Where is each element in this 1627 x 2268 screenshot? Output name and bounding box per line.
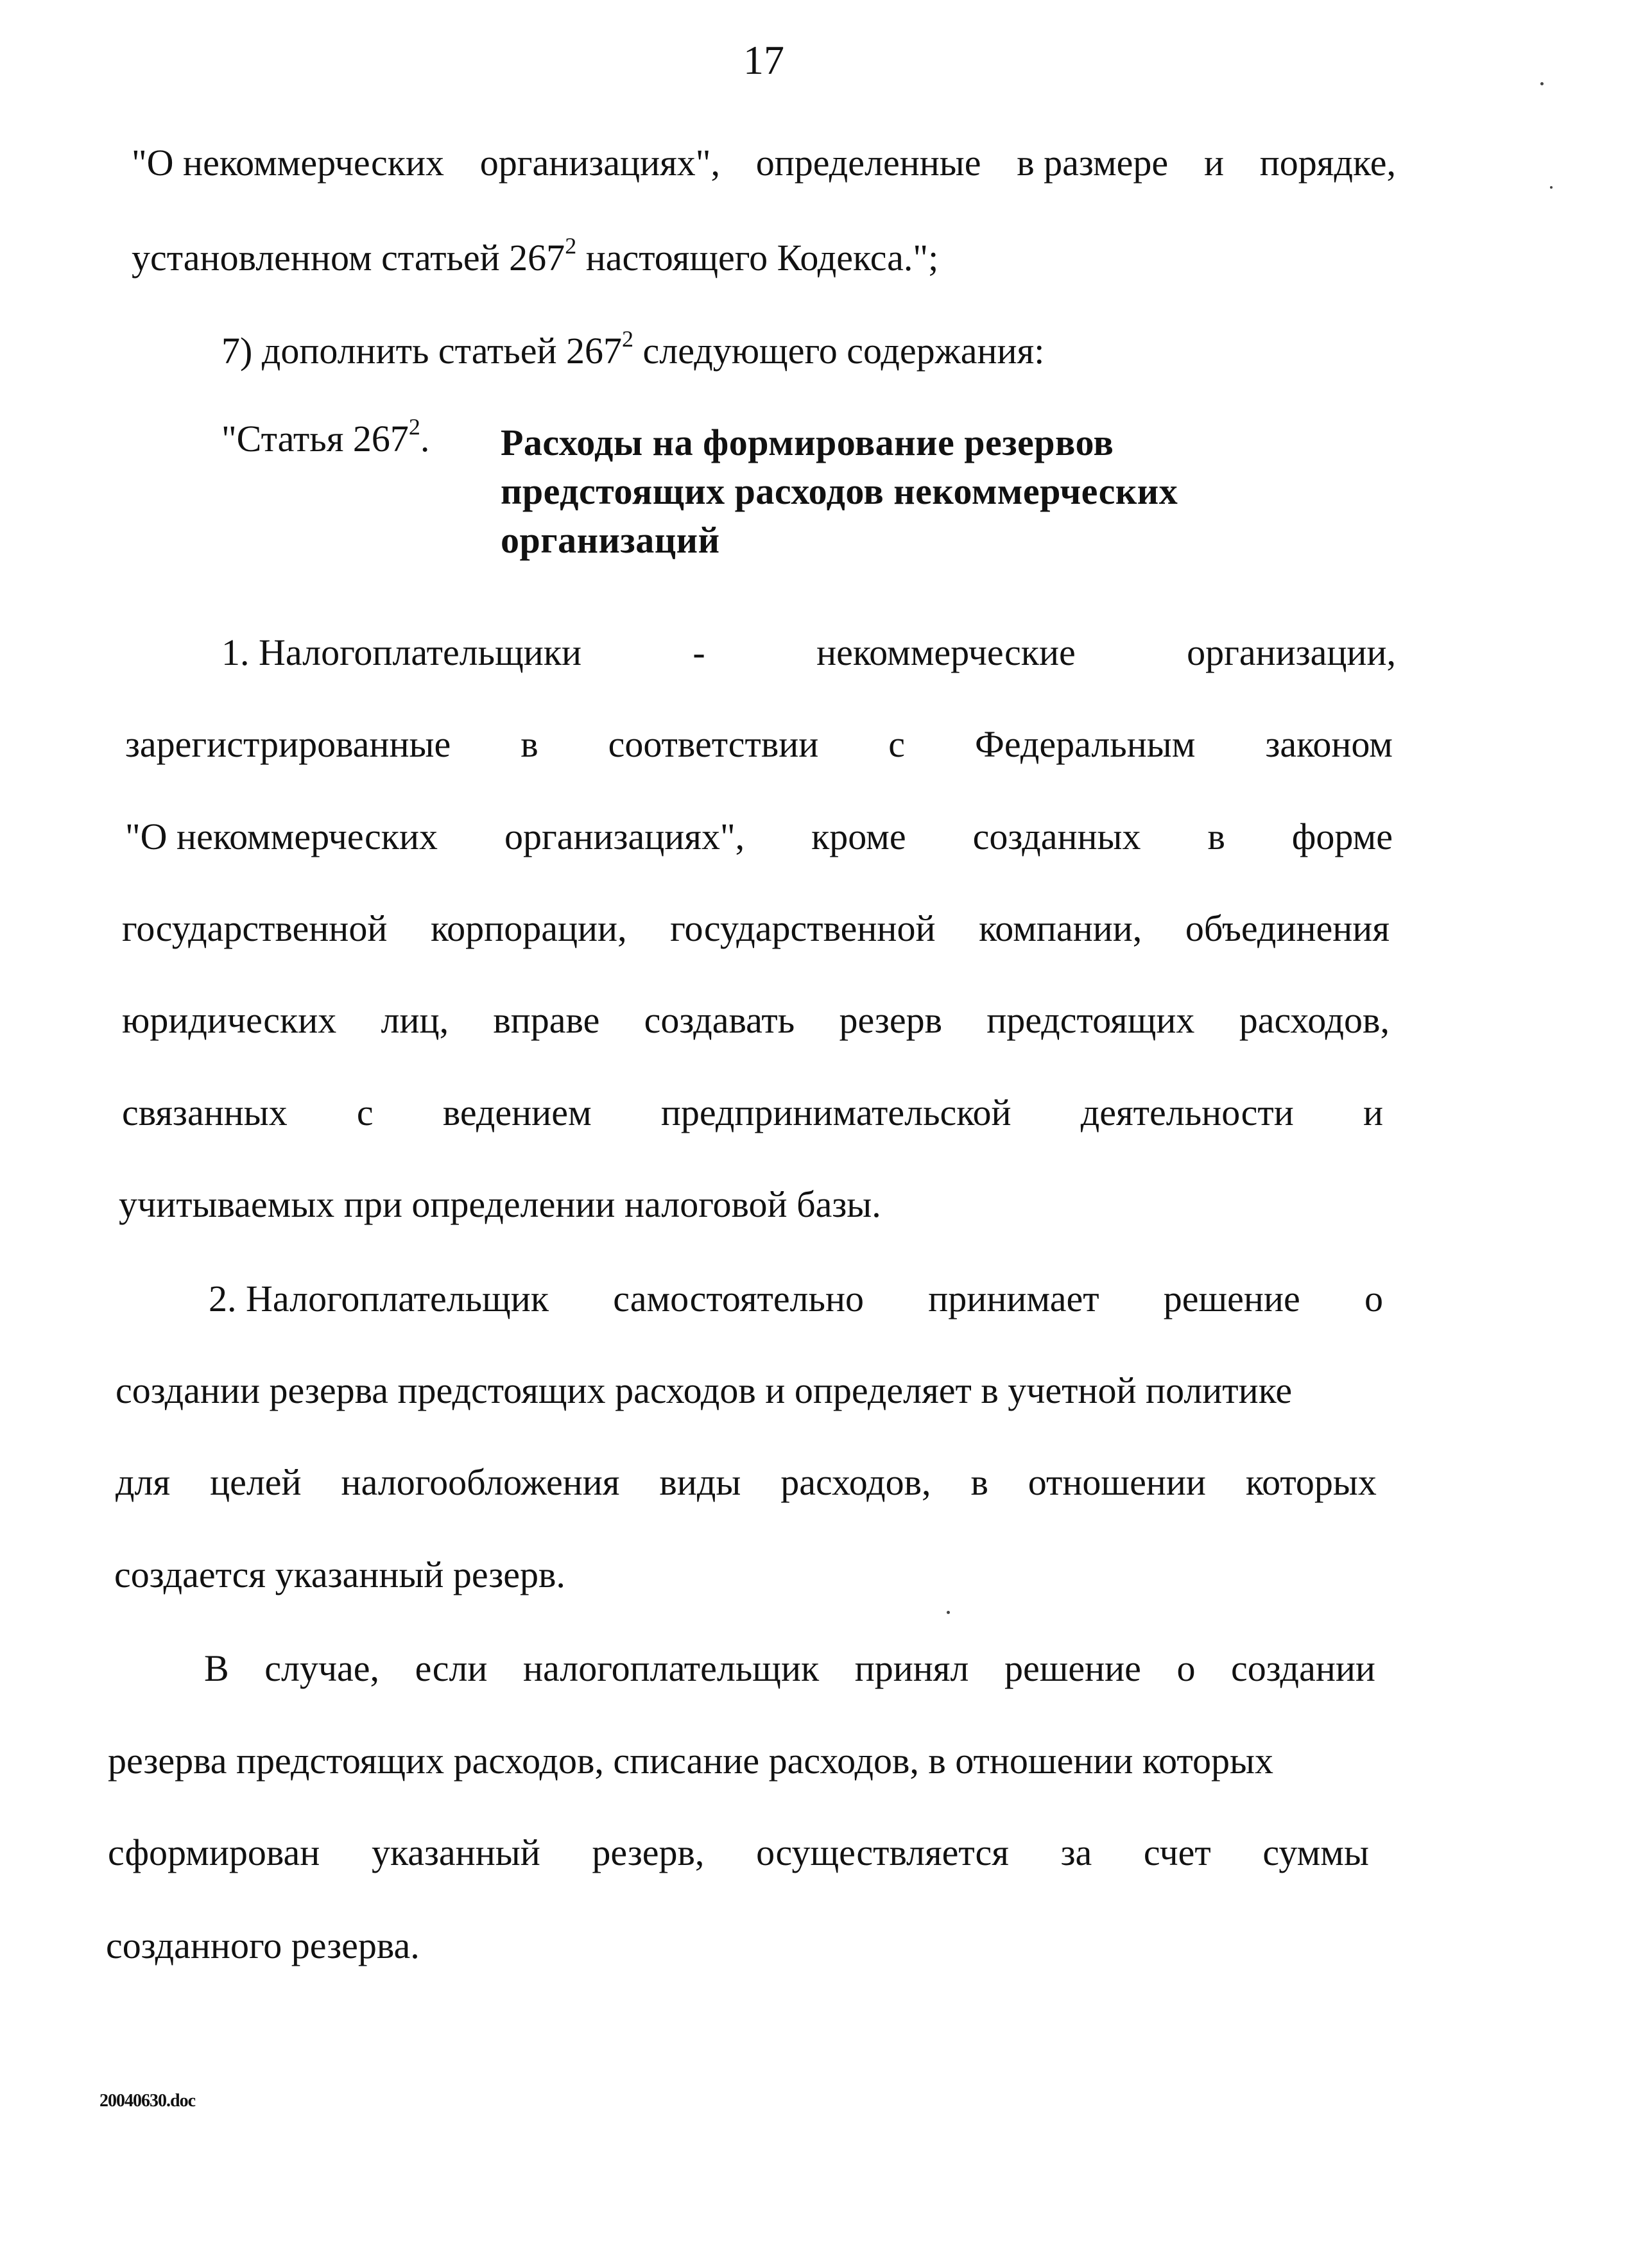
article-title-line: организаций bbox=[501, 519, 720, 561]
word: государственной bbox=[122, 907, 388, 949]
superscript: 2 bbox=[408, 414, 420, 440]
word: расходов, bbox=[1239, 999, 1390, 1041]
word: налогоплательщик bbox=[523, 1647, 820, 1689]
word: ведением bbox=[442, 1092, 592, 1133]
word: отношении bbox=[1028, 1461, 1206, 1503]
para2-line-4: создается указанный резерв. bbox=[114, 1554, 565, 1595]
word: законом bbox=[1265, 723, 1393, 765]
word: объединения bbox=[1185, 907, 1390, 949]
para3-line-2: резерва предстоящих расходов, списание расходов, в отношении которых bbox=[108, 1740, 1273, 1782]
para1-line-5 bbox=[122, 1000, 1390, 1041]
word: виды bbox=[659, 1461, 741, 1503]
para1-line-3 bbox=[125, 816, 1393, 857]
word: в bbox=[970, 1461, 988, 1503]
para2-line-3 bbox=[116, 1462, 1377, 1503]
word: и bbox=[1203, 142, 1224, 184]
intro-line-2 bbox=[132, 233, 939, 279]
word: счет bbox=[1143, 1832, 1211, 1873]
article-title bbox=[501, 418, 1178, 565]
para1-line-7: учитываемых при определении налоговой базы. bbox=[119, 1183, 881, 1225]
para2-line-1 bbox=[209, 1278, 1383, 1319]
word: порядке, bbox=[1259, 142, 1396, 184]
word: суммы bbox=[1262, 1832, 1369, 1873]
word: кроме bbox=[811, 816, 906, 857]
word: 2. Налогоплательщик bbox=[209, 1278, 549, 1319]
text: следующего содержания: bbox=[633, 330, 1045, 372]
word: сформирован bbox=[108, 1832, 320, 1873]
word: о bbox=[1364, 1278, 1383, 1319]
article-label bbox=[221, 414, 430, 460]
word: зарегистрированные bbox=[125, 723, 451, 765]
word: предпринимательской bbox=[660, 1092, 1011, 1133]
footer-filename: 20040630.doc bbox=[99, 2091, 195, 2111]
text: установленном статьей 267 bbox=[132, 237, 565, 279]
word: В bbox=[204, 1647, 229, 1689]
word: с bbox=[888, 723, 906, 765]
page-number: 17 bbox=[743, 37, 784, 83]
text: . bbox=[420, 418, 430, 460]
word: резерв bbox=[839, 999, 942, 1041]
word: "О некоммерческих bbox=[125, 816, 438, 857]
para3-line-4: созданного резерва. bbox=[106, 1925, 420, 1966]
word: которых bbox=[1245, 1461, 1377, 1503]
word: государственной bbox=[670, 907, 936, 949]
word: юридических bbox=[122, 999, 337, 1041]
word: о bbox=[1176, 1647, 1196, 1689]
word: самостоятельно bbox=[613, 1278, 865, 1319]
word: созданных bbox=[972, 816, 1141, 857]
word: для bbox=[116, 1461, 171, 1503]
word: с bbox=[356, 1092, 374, 1133]
scan-speck bbox=[1540, 82, 1544, 85]
word: 1. Налогоплательщики bbox=[221, 631, 582, 673]
intro-line-1 bbox=[132, 142, 1396, 184]
word: указанный bbox=[371, 1832, 540, 1873]
word: принимает bbox=[928, 1278, 1099, 1319]
scan-speck bbox=[947, 1611, 950, 1614]
word: целей bbox=[210, 1461, 302, 1503]
superscript: 2 bbox=[622, 326, 634, 352]
word: если bbox=[415, 1647, 488, 1689]
word: компании, bbox=[979, 907, 1142, 949]
word: налогообложения bbox=[341, 1461, 620, 1503]
article-title-line: предстоящих расходов некоммерческих bbox=[501, 470, 1178, 512]
word: некоммерческие bbox=[816, 631, 1076, 673]
word: осуществляется bbox=[756, 1832, 1009, 1873]
amendment-item-7 bbox=[221, 326, 1045, 372]
word: предстоящих bbox=[986, 999, 1195, 1041]
scan-speck bbox=[1550, 186, 1553, 189]
text: настоящего Кодекса."; bbox=[576, 237, 939, 279]
word: создании bbox=[1230, 1647, 1375, 1689]
word: организациях", bbox=[504, 816, 745, 857]
word: создавать bbox=[644, 999, 795, 1041]
word: корпорации, bbox=[430, 907, 627, 949]
word: случае, bbox=[264, 1647, 380, 1689]
para1-line-1 bbox=[221, 632, 1396, 673]
article-title-line: Расходы на формирование резервов bbox=[501, 422, 1114, 463]
word: - bbox=[693, 631, 705, 673]
word: в размере bbox=[1017, 142, 1169, 184]
word: соответствии bbox=[608, 723, 819, 765]
word: деятельности bbox=[1080, 1092, 1294, 1133]
word: решение bbox=[1163, 1278, 1300, 1319]
para3-line-3 bbox=[108, 1832, 1369, 1873]
para1-line-6 bbox=[122, 1092, 1383, 1133]
word: организациях", bbox=[479, 142, 720, 184]
word: "О некоммерческих bbox=[132, 142, 444, 184]
superscript: 2 bbox=[565, 233, 577, 259]
word: за bbox=[1060, 1832, 1092, 1873]
para1-line-4 bbox=[122, 908, 1390, 949]
para1-line-2 bbox=[125, 724, 1393, 765]
word: лиц, bbox=[381, 999, 449, 1041]
word: организации, bbox=[1187, 631, 1396, 673]
para2-line-2: создании резерва предстоящих расходов и определяет в учетной политике bbox=[116, 1370, 1293, 1411]
word: расходов, bbox=[780, 1461, 931, 1503]
word: принял bbox=[854, 1647, 969, 1689]
word: Федеральным bbox=[975, 723, 1196, 765]
text: 7) дополнить статьей 267 bbox=[221, 330, 623, 372]
word: определенные bbox=[755, 142, 981, 184]
word: резерв, bbox=[592, 1832, 705, 1873]
text: "Статья 267 bbox=[221, 418, 409, 460]
word: в bbox=[521, 723, 538, 765]
word: в bbox=[1207, 816, 1225, 857]
word: и bbox=[1363, 1092, 1383, 1133]
word: связанных bbox=[122, 1092, 288, 1133]
para3-line-1 bbox=[204, 1648, 1375, 1689]
word: форме bbox=[1291, 816, 1393, 857]
word: решение bbox=[1004, 1647, 1141, 1689]
word: вправе bbox=[493, 999, 600, 1041]
